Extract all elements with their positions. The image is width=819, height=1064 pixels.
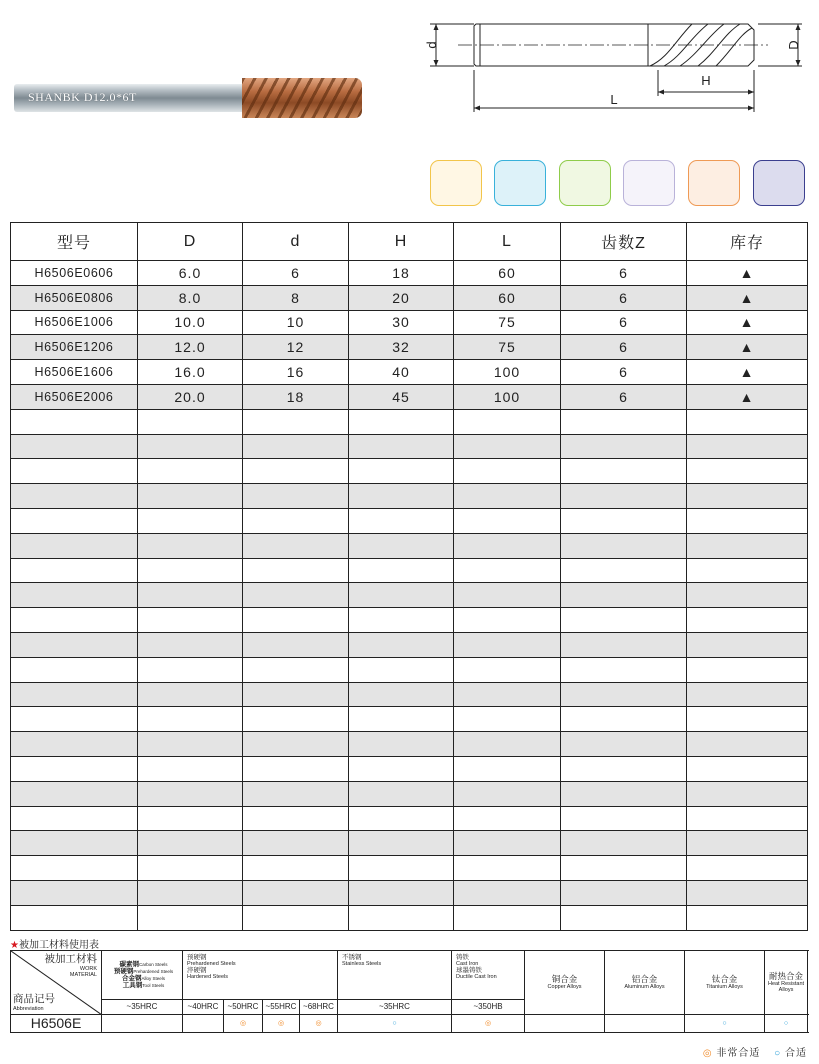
table-row-empty xyxy=(11,533,808,558)
cell-stock: ▲ xyxy=(687,285,808,310)
swatch-navy xyxy=(753,160,805,206)
tool-shank xyxy=(14,84,246,112)
table-row-empty xyxy=(11,608,808,633)
cell-d: 16 xyxy=(243,360,349,385)
cell-stock: ▲ xyxy=(687,335,808,360)
table-row-empty xyxy=(11,558,808,583)
cell-L: 60 xyxy=(454,285,561,310)
cell-stock: ▲ xyxy=(687,261,808,286)
shank-label: SHANBK D12.0*6T xyxy=(28,90,137,104)
table-row xyxy=(11,310,808,335)
cell-model: H6506E1006 xyxy=(11,310,138,335)
hardness-row: ~35HRC ~40HRC ~50HRC ~55HRC ~68HRC ~35HRC ~350HB xyxy=(11,1000,808,1015)
dim-label-H: H xyxy=(701,73,711,88)
cell-stock: ▲ xyxy=(687,360,808,385)
col-header-L: L xyxy=(454,223,561,261)
table-row-empty xyxy=(11,682,808,707)
cell-H: 32 xyxy=(349,335,454,360)
swatch-orange xyxy=(688,160,740,206)
cell-L: 100 xyxy=(454,384,561,409)
cell-d: 8 xyxy=(243,285,349,310)
cell-D: 10.0 xyxy=(138,310,243,335)
table-row-empty xyxy=(11,434,808,459)
cell-d: 12 xyxy=(243,335,349,360)
cell-H: 18 xyxy=(349,261,454,286)
cell-teeth: 6 xyxy=(561,384,687,409)
table-row xyxy=(11,261,808,286)
swatch-yellow xyxy=(430,160,482,206)
product-abbreviation: H6506E xyxy=(11,1015,102,1033)
swatch-green xyxy=(559,160,611,206)
table-row xyxy=(11,384,808,409)
legend-ok-label: 合适 xyxy=(785,1048,807,1059)
table-row-empty xyxy=(11,880,808,905)
table-row-empty xyxy=(11,409,808,434)
cell-H: 30 xyxy=(349,310,454,335)
table-row-empty xyxy=(11,632,808,657)
dimension-drawing xyxy=(418,16,810,120)
table-row-empty xyxy=(11,732,808,757)
col-header-stock: 库存 xyxy=(687,223,808,261)
cell-L: 60 xyxy=(454,261,561,286)
material-copper: 铜合金 Copper Alloys xyxy=(525,951,605,1015)
legend-ok-symbol: ○ xyxy=(774,1048,782,1059)
table-row-empty xyxy=(11,756,808,781)
product-photo xyxy=(14,78,362,118)
col-header-H: H xyxy=(349,223,454,261)
cell-teeth: 6 xyxy=(561,310,687,335)
table-row xyxy=(11,360,808,385)
table-row xyxy=(11,285,808,310)
material-titanium: 钛合金 Titanium Alloys xyxy=(685,951,765,1015)
cell-model: H6506E0606 xyxy=(11,261,138,286)
table-row-empty xyxy=(11,781,808,806)
cell-D: 16.0 xyxy=(138,360,243,385)
cell-teeth: 6 xyxy=(561,335,687,360)
table-row-empty xyxy=(11,583,808,608)
cell-model: H6506E1206 xyxy=(11,335,138,360)
cell-d: 10 xyxy=(243,310,349,335)
table-row xyxy=(11,335,808,360)
spec-header-row xyxy=(11,223,808,261)
material-suitability-row: H6506E ◎ ◎ ◎ ○ ◎ ○ ○ xyxy=(11,1015,808,1033)
table-row-empty xyxy=(11,806,808,831)
col-header-d: d xyxy=(243,223,349,261)
table-row-empty xyxy=(11,459,808,484)
table-row-empty xyxy=(11,484,808,509)
cell-H: 45 xyxy=(349,384,454,409)
legend-best-symbol: ◎ xyxy=(702,1048,713,1059)
col-header-teeth: 齿数Z xyxy=(561,223,687,261)
legend-best-label: 非常合适 xyxy=(716,1048,761,1059)
table-row-empty xyxy=(11,831,808,856)
table-row-empty xyxy=(11,508,808,533)
cell-stock: ▲ xyxy=(687,310,808,335)
swatch-lavender xyxy=(623,160,675,206)
tool-flute xyxy=(242,78,362,118)
material-table xyxy=(10,950,808,1033)
cell-L: 100 xyxy=(454,360,561,385)
material-table-title: ★被加工材料使用表 xyxy=(10,940,99,951)
spec-table xyxy=(10,222,808,931)
cell-H: 40 xyxy=(349,360,454,385)
cell-teeth: 6 xyxy=(561,360,687,385)
material-corner-cell: 被加工材料 WORK MATERIAL 商品记号 Abbreviation xyxy=(11,951,102,1015)
material-stainless: 不锈钢 Stainless Steels xyxy=(338,951,452,1000)
table-row-empty xyxy=(11,657,808,682)
cell-L: 75 xyxy=(454,310,561,335)
material-hardened-steels: 预硬钢 Prehardened Steels 淬硬钢 Hardened Steels xyxy=(183,951,338,1000)
dim-label-d: d xyxy=(424,41,439,49)
table-row-empty xyxy=(11,707,808,732)
material-cast-iron: 铸铁 Cast Iron 球墨铸铁 Ductile Cast Iron xyxy=(452,951,525,1000)
col-header-D: D xyxy=(138,223,243,261)
table-row-empty xyxy=(11,905,808,930)
cell-L: 75 xyxy=(454,335,561,360)
table-row-empty xyxy=(11,856,808,881)
cell-model: H6506E0806 xyxy=(11,285,138,310)
material-carbon-steels: 碳素钢Carbon Steels 预硬钢Prehardened Steels 合金钢Alloy Steels 工具钢Tool Steels xyxy=(102,951,183,1000)
cell-d: 6 xyxy=(243,261,349,286)
cell-d: 18 xyxy=(243,384,349,409)
col-header-model: 型号 xyxy=(11,223,138,261)
material-heat-resistant: 耐热合金 Heat Resistant Alloys xyxy=(765,951,808,1015)
cell-D: 8.0 xyxy=(138,285,243,310)
cell-stock: ▲ xyxy=(687,384,808,409)
cell-model: H6506E1606 xyxy=(11,360,138,385)
cell-D: 12.0 xyxy=(138,335,243,360)
swatch-cyan xyxy=(494,160,546,206)
star-icon: ★ xyxy=(10,940,19,951)
cell-H: 20 xyxy=(349,285,454,310)
dim-label-L: L xyxy=(610,92,618,107)
cell-teeth: 6 xyxy=(561,285,687,310)
cell-D: 6.0 xyxy=(138,261,243,286)
dim-label-D: D xyxy=(786,40,801,50)
cell-teeth: 6 xyxy=(561,261,687,286)
cell-D: 20.0 xyxy=(138,384,243,409)
material-aluminum: 铝合金 Aluminum Alloys xyxy=(605,951,685,1015)
suitability-legend xyxy=(703,1044,807,1059)
cell-model: H6506E2006 xyxy=(11,384,138,409)
